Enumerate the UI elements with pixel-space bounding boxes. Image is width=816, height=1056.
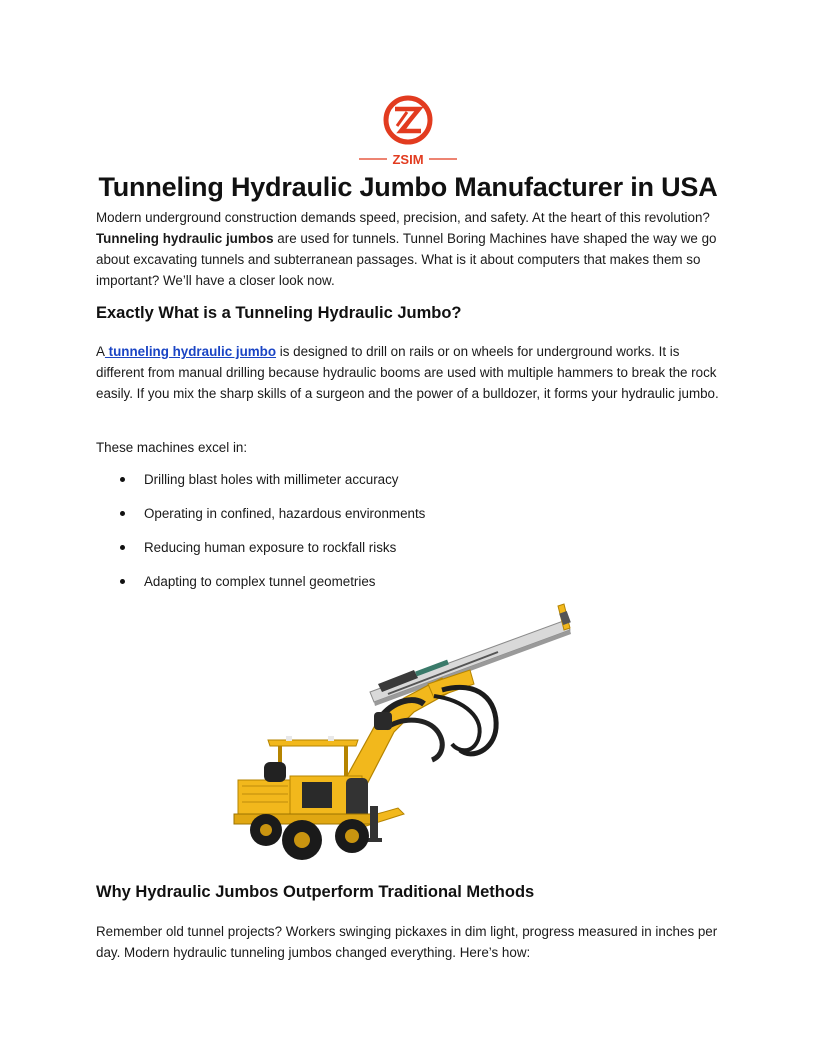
list-item: Adapting to complex tunnel geometries — [96, 571, 425, 605]
list-item: Operating in confined, hazardous environments — [96, 503, 425, 537]
list-item: Reducing human exposure to rockfall risks — [96, 537, 425, 571]
zsim-logo — [357, 93, 459, 169]
intro-text-2: are used for tunnels. Tunnel Boring Machines have shaped the way we go about excavating tunnels and subterranean passages. What is it about computers that makes them so important? We’ll have a closer look now. — [96, 231, 717, 288]
intro-bold: Tunneling hydraulic jumbos — [96, 231, 274, 246]
list-item: Drilling blast holes with millimeter accuracy — [96, 469, 425, 503]
hydraulic-jumbo-image — [228, 600, 578, 868]
section2-paragraph: Remember old tunnel projects? Workers swinging pickaxes in dim light, progress measured in inches per day. Modern hydraulic tunneling jumbos changed everything. Here’s how: — [96, 924, 718, 960]
section1-rest: is designed to drill on rails or on wheels for underground works. It is different from manual drilling because hydraulic booms are used with multiple hammers to break the rock easily. If you mix the sharp skills of a surgeon and the power of a bulldozer, it forms your hydraulic jumbo. — [96, 344, 719, 401]
section1-prefix: A — [96, 344, 105, 359]
tunneling-jumbo-link[interactable]: tunneling hydraulic jumbo — [104, 344, 277, 359]
excel-intro: These machines excel in: — [96, 440, 248, 455]
section1-paragraph — [96, 341, 726, 404]
section2-heading: Why Hydraulic Jumbos Outperform Traditional Methods — [96, 883, 535, 901]
intro-text-1: Modern underground construction demands speed, precision, and safety. At the heart of this revolution? — [96, 210, 710, 225]
intro-paragraph — [96, 207, 726, 291]
logo-text: ZSIM — [392, 152, 424, 167]
bullet-list — [96, 469, 425, 605]
page-title: Tunneling Hydraulic Jumbo Manufacturer in USA — [98, 172, 718, 202]
section1-heading: Exactly What is a Tunneling Hydraulic Jumbo? — [96, 304, 462, 322]
